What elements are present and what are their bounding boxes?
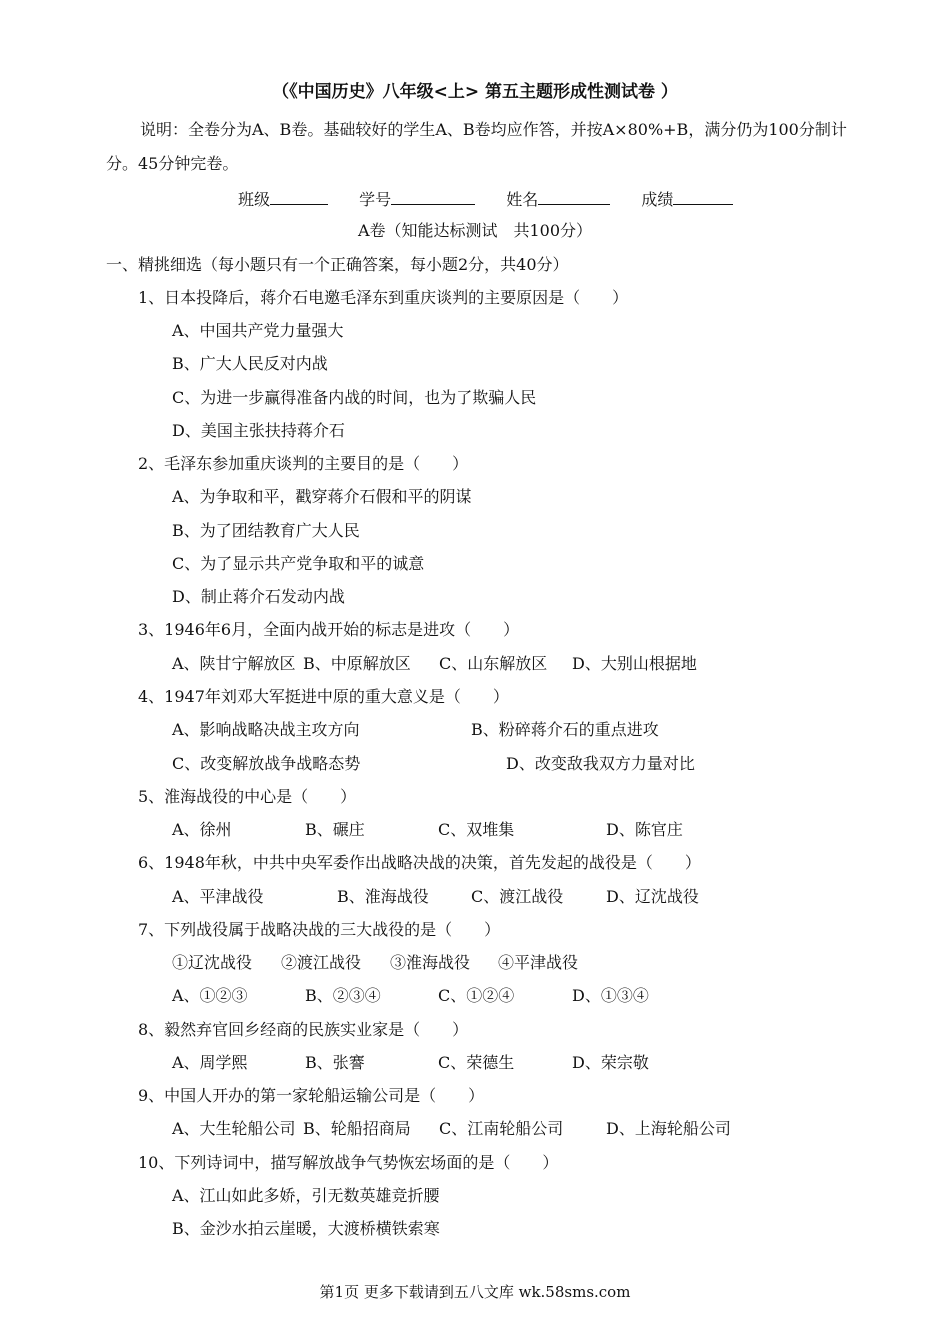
option: B、金沙水拍云崖暖，大渡桥横铁索寒 xyxy=(172,1219,440,1238)
option: B、中原解放区 xyxy=(303,654,411,673)
question-stem: 8、毅然弃官回乡经商的民族实业家是（ ） xyxy=(138,1020,469,1039)
option: D、大别山根据地 xyxy=(572,654,697,673)
option: C、荣德生 xyxy=(438,1053,515,1072)
score-blank[interactable] xyxy=(673,188,733,205)
statement-item: ③淮海战役 xyxy=(390,953,471,972)
number-field xyxy=(359,188,475,210)
option: A、江山如此多娇，引无数英雄竞折腰 xyxy=(172,1186,440,1205)
option: A、为争取和平，戳穿蒋介石假和平的阴谋 xyxy=(172,487,472,506)
option: C、①②④ xyxy=(438,986,515,1005)
option: D、荣宗敬 xyxy=(572,1053,649,1072)
option: D、陈官庄 xyxy=(606,820,683,839)
part1-title: 一、精挑细选（每小题只有一个正确答案，每小题2分，共40分） xyxy=(106,255,569,274)
name-label: 姓名 xyxy=(506,190,539,209)
option: C、江南轮船公司 xyxy=(439,1119,564,1138)
intro-line-2: 分。45分钟完卷。 xyxy=(106,154,239,173)
class-field xyxy=(238,188,328,210)
option: D、改变敌我双方力量对比 xyxy=(506,754,695,773)
option: A、影响战略决战主攻方向 xyxy=(172,720,360,739)
option: D、①③④ xyxy=(572,986,649,1005)
statement-item: ④平津战役 xyxy=(498,953,579,972)
document-title: （《中国历史》八年级<上> 第五主题形成性测试卷 ） xyxy=(272,82,678,102)
option: A、平津战役 xyxy=(172,887,264,906)
option: C、山东解放区 xyxy=(439,654,548,673)
option: B、粉碎蒋介石的重点进攻 xyxy=(471,720,659,739)
question-stem: 2、毛泽东参加重庆谈判的主要目的是（ ） xyxy=(138,454,469,473)
option: B、②③④ xyxy=(305,986,381,1005)
option: A、周学熙 xyxy=(172,1053,248,1072)
statement-item: ①辽沈战役 xyxy=(172,953,253,972)
student-info-fields xyxy=(238,188,759,210)
question-stem: 10、下列诗词中，描写解放战争气势恢宏场面的是（ ） xyxy=(138,1153,559,1172)
option: A、大生轮船公司 xyxy=(172,1119,296,1138)
question-stem: 5、淮海战役的中心是（ ） xyxy=(138,787,357,806)
option: B、淮海战役 xyxy=(337,887,429,906)
option: B、张謇 xyxy=(305,1053,365,1072)
option: C、渡江战役 xyxy=(471,887,564,906)
class-blank[interactable] xyxy=(270,188,328,205)
question-stem: 3、1946年6月，全面内战开始的标志是进攻（ ） xyxy=(138,620,520,639)
question-stem: 4、1947年刘邓大军挺进中原的重大意义是（ ） xyxy=(138,687,509,706)
option: B、轮船招商局 xyxy=(303,1119,411,1138)
option: C、为了显示共产党争取和平的诚意 xyxy=(172,554,425,573)
option: B、为了团结教育广大人民 xyxy=(172,521,360,540)
option: C、为进一步赢得准备内战的时间，也为了欺骗人民 xyxy=(172,388,537,407)
class-label: 班级 xyxy=(238,190,271,209)
option: B、碾庄 xyxy=(305,820,365,839)
number-blank[interactable] xyxy=(391,188,475,205)
option: C、双堆集 xyxy=(438,820,515,839)
question-stem: 1、日本投降后，蒋介石电邀毛泽东到重庆谈判的主要原因是（ ） xyxy=(138,288,629,307)
option: A、徐州 xyxy=(172,820,232,839)
question-stem: 6、1948年秋，中共中央军委作出战略决战的决策，首先发起的战役是（ ） xyxy=(138,853,701,872)
statement-item: ②渡江战役 xyxy=(281,953,362,972)
option: D、美国主张扶持蒋介石 xyxy=(172,421,345,440)
score-label: 成绩 xyxy=(641,190,674,209)
option: A、中国共产党力量强大 xyxy=(172,321,344,340)
option: A、陕甘宁解放区 xyxy=(172,654,296,673)
option: C、改变解放战争战略态势 xyxy=(172,754,361,773)
name-blank[interactable] xyxy=(538,188,610,205)
option: A、①②③ xyxy=(172,986,248,1005)
option: B、广大人民反对内战 xyxy=(172,354,328,373)
option: D、辽沈战役 xyxy=(606,887,699,906)
section-a-title: A卷（知能达标测试 共100分） xyxy=(357,221,593,240)
question-stem: 9、中国人开办的第一家轮船运输公司是（ ） xyxy=(138,1086,485,1105)
score-field xyxy=(641,188,733,210)
question-stem: 7、下列战役属于战略决战的三大战役的是（ ） xyxy=(138,920,501,939)
page-footer: 第1页 更多下载请到五八文库 wk.58sms.com xyxy=(319,1283,631,1301)
option: D、制止蒋介石发动内战 xyxy=(172,587,345,606)
intro-line-1: 说明：全卷分为A、B卷。基础较好的学生A、B卷均应作答，并按A×80%+B，满分仍为100分制计 xyxy=(140,120,847,139)
option: D、上海轮船公司 xyxy=(606,1119,731,1138)
number-label: 学号 xyxy=(359,190,392,209)
name-field xyxy=(506,188,610,210)
